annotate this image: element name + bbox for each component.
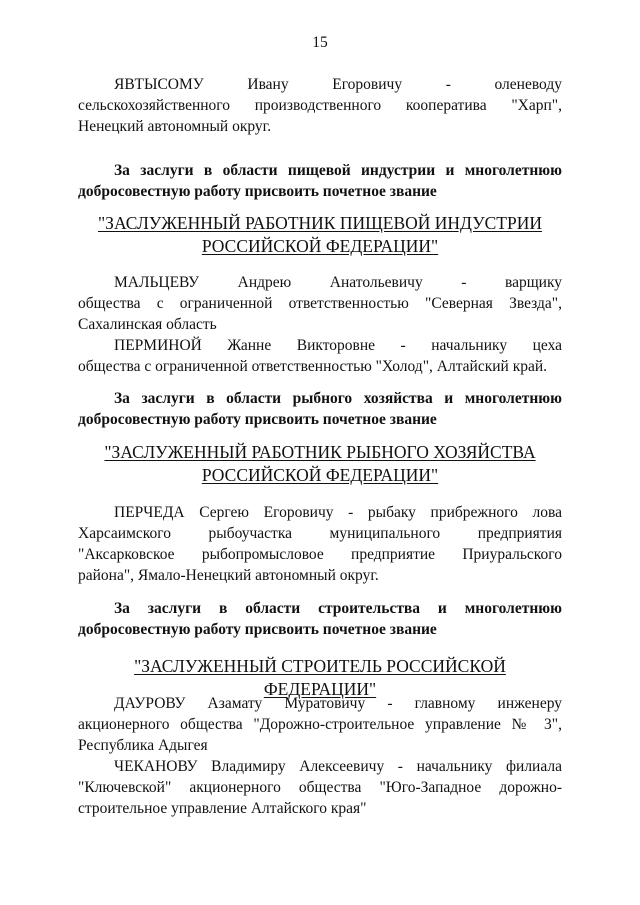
entry-line: Республика Адыгея — [78, 737, 208, 754]
entry-line: сельскохозяйственного производственного кооператива "Харп", — [78, 97, 562, 114]
title-line: "ЗАСЛУЖЕННЫЙ РАБОТНИК РЫБНОГО ХОЗЯЙСТВА — [104, 442, 536, 462]
title-line: "ЗАСЛУЖЕННЫЙ СТРОИТЕЛЬ РОССИЙСКОЙ ФЕДЕРАЦИИ" — [134, 656, 506, 699]
entry-line: общества с ограниченной ответственностью "Холод", Алтайский край. — [78, 358, 548, 375]
award-entry-percheda — [78, 502, 562, 586]
entry-line: ЧЕКАНОВУ Владимиру Алексеевичу - начальнику филиала — [114, 758, 562, 775]
page-number: 15 — [312, 34, 328, 51]
preamble-construction — [78, 598, 562, 640]
award-entry-yavtysomu — [78, 74, 562, 137]
entry-line: района", Ямало-Ненецкий автономный округ. — [78, 567, 379, 584]
entry-line: Сахалинская область — [78, 316, 217, 333]
entry-line: "Аксарковское рыбопромысловое предприятие Приуральского — [78, 546, 562, 563]
award-entry-daurov — [78, 693, 562, 756]
title-line: РОССИЙСКОЙ ФЕДЕРАЦИИ" — [201, 465, 439, 485]
preamble-line: За заслуги в области рыбного хозяйства и многолетнюю — [114, 390, 562, 407]
award-entry-permina — [78, 335, 562, 377]
honorary-title-fisheries — [78, 441, 562, 487]
entry-line: ДАУРОВУ Азамату Муратовичу - главному инженеру — [114, 695, 562, 712]
entry-line: ПЕРМИНОЙ Жанне Викторовне - начальнику цеха — [114, 337, 562, 354]
preamble-line: добросовестную работу присвоить почетное звание — [78, 411, 437, 428]
award-entry-chekanov — [78, 756, 562, 819]
preamble-line: За заслуги в области пищевой индустрии и многолетнюю — [114, 162, 562, 179]
title-line: РОССИЙСКОЙ ФЕДЕРАЦИИ" — [201, 236, 439, 256]
entry-line: общества с ограниченной ответственностью "Северная Звезда", — [78, 295, 562, 312]
honorary-title-food-industry — [78, 212, 562, 258]
title-line: "ЗАСЛУЖЕННЫЙ РАБОТНИК ПИЩЕВОЙ ИНДУСТРИИ — [98, 213, 542, 233]
entry-line: акционерного общества "Дорожно-строительное управление № 3", — [78, 716, 562, 733]
entry-line: Харсаимского рыбоучастка муниципального предприятия — [78, 525, 562, 542]
preamble-fisheries — [78, 388, 562, 430]
award-entry-maltsev — [78, 272, 562, 335]
preamble-food-industry — [78, 160, 562, 202]
entry-line: МАЛЬЦЕВУ Андрею Анатольевичу - варщику — [114, 274, 562, 291]
entry-line: ПЕРЧЕДА Сергею Егоровичу - рыбаку прибрежного лова — [114, 504, 562, 521]
entry-line: строительное управление Алтайского края" — [78, 800, 367, 817]
entry-line: ЯВТЫСОМУ Ивану Егоровичу - оленеводу — [114, 76, 562, 93]
preamble-line: добросовестную работу присвоить почетное звание — [78, 621, 437, 638]
preamble-line: добросовестную работу присвоить почетное звание — [78, 183, 437, 200]
preamble-line: За заслуги в области строительства и многолетнюю — [114, 600, 562, 617]
entry-line: Ненецкий автономный округ. — [78, 118, 272, 135]
entry-line: "Ключевской" акционерного общества "Юго-Западное дорожно- — [78, 779, 562, 796]
